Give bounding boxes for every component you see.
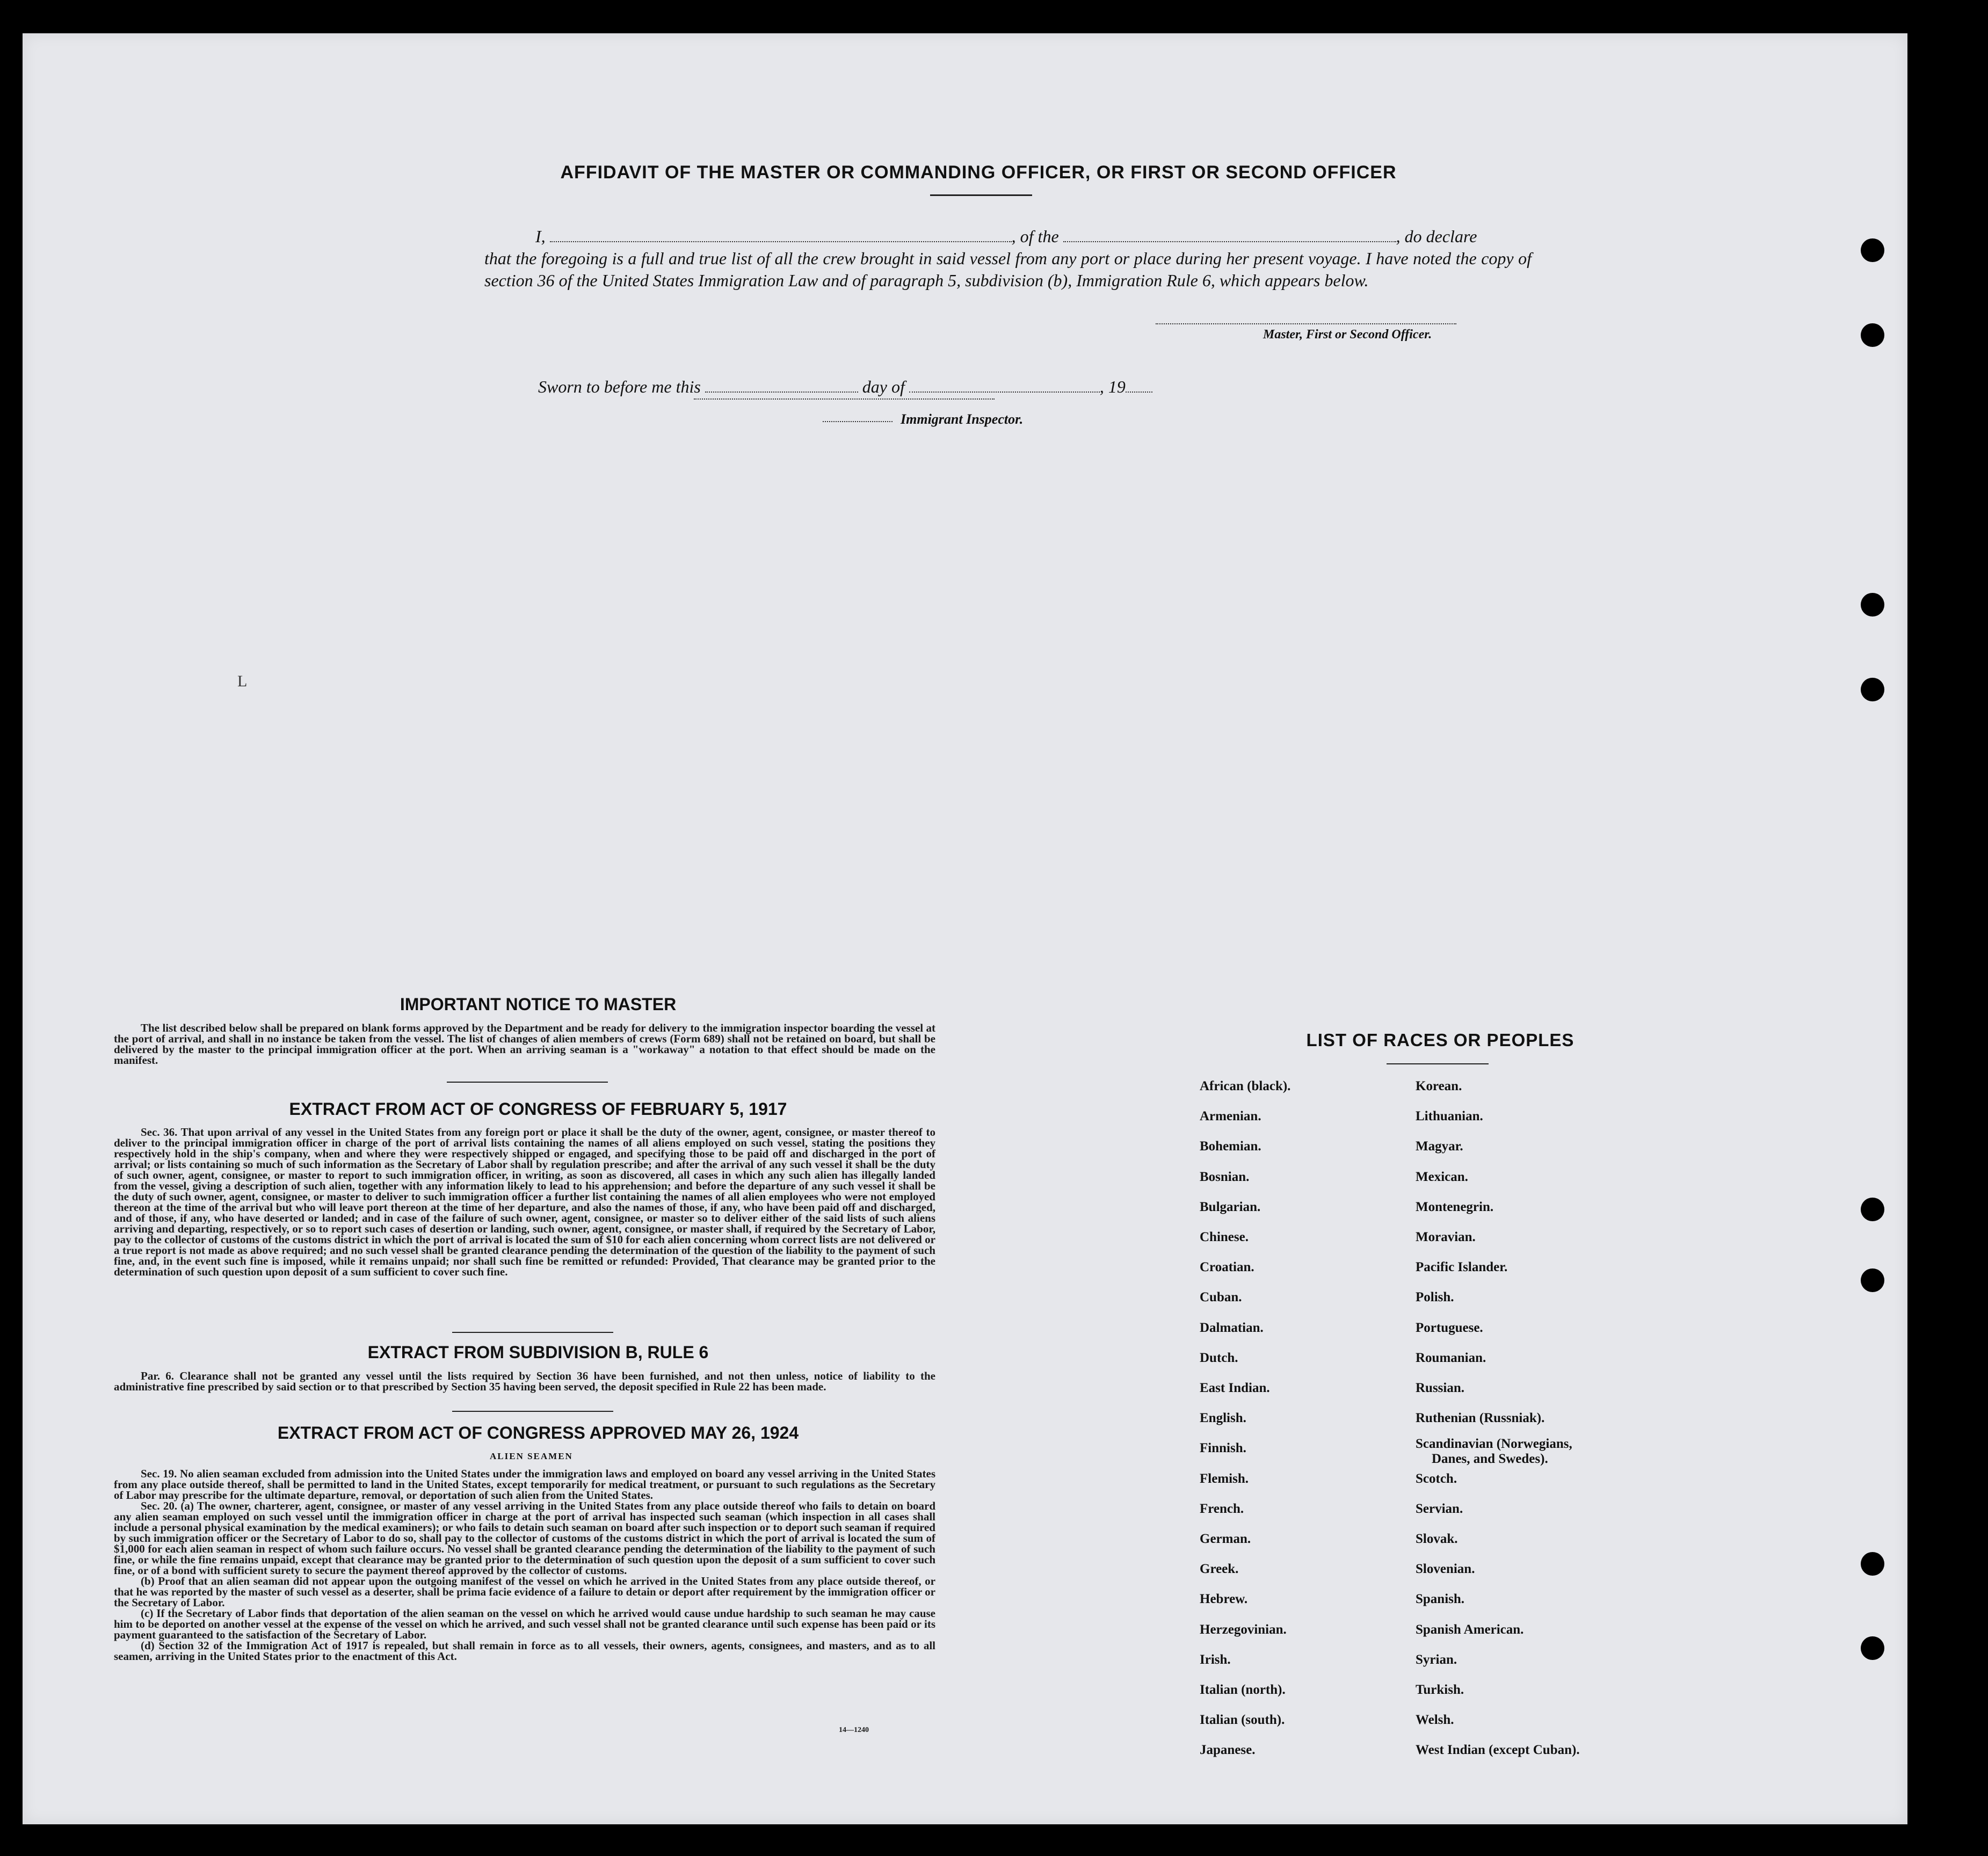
extract-1924-text: [114, 1468, 935, 1662]
punch-hole: [1861, 593, 1884, 617]
sworn-day-of: day of: [862, 377, 905, 396]
extract-rule6-heading: EXTRACT FROM SUBDIVISION B, RULE 6: [367, 1343, 709, 1362]
race-item: Spanish.: [1416, 1592, 1465, 1607]
race-item: Dalmatian.: [1200, 1320, 1264, 1335]
race-item: Syrian.: [1416, 1652, 1457, 1667]
sworn-line: [538, 377, 1152, 397]
inspector-signature-line[interactable]: [694, 398, 995, 400]
extract-rule6-text: [114, 1371, 935, 1392]
punch-hole: [1861, 1198, 1884, 1221]
form-number: 14—1240: [839, 1726, 869, 1734]
notice-heading: IMPORTANT NOTICE TO MASTER: [400, 995, 677, 1014]
race-item: Chinese.: [1200, 1230, 1249, 1244]
race-item: Magyar.: [1416, 1139, 1463, 1154]
race-item: French.: [1200, 1501, 1244, 1516]
sec-20d-paragraph: (d) Section 32 of the Immigration Act of 1917 is repealed, but shall remain in force as to all vessels, their owners, agents, consignees, and masters, and as to all seamen, arriving in the United States prior to the enactment of this Act.: [114, 1639, 935, 1663]
notice-paragraph: The list described below shall be prepared on blank forms approved by the Department and be ready for delivery to the immigration inspector boarding the vessel at the port of arrival, and shall in no instance be taken from the vessel. The list of changes of alien members of crews (Form 689) shall not be retained on board, but shall be delivered by the master to the principal immigration officer at the port. When an arriving seaman is a "workaway" a notation to that effect should be made on the manifest.: [114, 1021, 935, 1067]
section-divider: [447, 1082, 608, 1083]
race-item: Lithuanian.: [1416, 1109, 1483, 1124]
race-item: Pacific Islander.: [1416, 1260, 1508, 1275]
race-item: Bulgarian.: [1200, 1199, 1261, 1214]
sworn-day-blank[interactable]: [705, 390, 858, 393]
race-item: English.: [1200, 1411, 1246, 1426]
race-item: German.: [1200, 1532, 1251, 1546]
extract-1917-text: [114, 1127, 935, 1277]
race-item: West Indian (except Cuban).: [1416, 1743, 1580, 1758]
race-item: Roumanian.: [1416, 1350, 1486, 1365]
punch-hole: [1861, 238, 1884, 262]
alien-seamen-subheading: ALIEN SEAMEN: [490, 1451, 573, 1461]
race-item: Servian.: [1416, 1501, 1463, 1516]
declare-label: , do declare: [1396, 227, 1477, 246]
master-signature-line[interactable]: [1156, 323, 1456, 324]
race-item: Polish.: [1416, 1290, 1454, 1305]
declaration-line: [484, 226, 1532, 248]
punch-hole: [1861, 1268, 1884, 1292]
inspector-signature-dots: [823, 421, 893, 422]
race-item: Finnish.: [1200, 1441, 1246, 1456]
race-item: East Indian.: [1200, 1381, 1270, 1395]
sec-20b-paragraph: (b) Proof that an alien seaman did not appear upon the outgoing manifest of the vessel on which he arrived in the United States from any place outside thereof, or that he was reported by the master of such vessel as a deserter, shall be prima facie evidence of a failure to detain or deport after requirement by the immigration officer or the Secretary of Labor.: [114, 1575, 935, 1609]
race-item: Bosnian.: [1200, 1169, 1250, 1184]
declarant-name-blank[interactable]: [550, 240, 1012, 242]
section-divider: [452, 1332, 613, 1333]
race-item: Moravian.: [1416, 1230, 1476, 1244]
declarant-label: I,: [535, 227, 546, 246]
race-item: Korean.: [1416, 1079, 1462, 1093]
race-item: Ruthenian (Russniak).: [1416, 1411, 1545, 1426]
races-underline: [1387, 1063, 1489, 1064]
race-item: Flemish.: [1200, 1471, 1249, 1486]
sec-19-paragraph: Sec. 19. No alien seaman excluded from admission into the United States under the immigration laws and employed on board any vessel arriving in the United States from any place outside thereof, shall be permitted to land in the United States, except temporarily for medical treatment, or pursuant to such regulations as the Secretary of Labor may prescribe for the ultimate departure, removal, or deportation of such alien from the United States.: [114, 1467, 935, 1502]
sworn-year-blank[interactable]: [1126, 390, 1152, 393]
sworn-year-label: , 19: [1099, 377, 1126, 396]
races-title: LIST OF RACES OR PEOPLES: [1306, 1030, 1575, 1050]
punch-hole: [1861, 1636, 1884, 1660]
race-item: Italian (south).: [1200, 1713, 1285, 1728]
race-item: Spanish American.: [1416, 1622, 1524, 1637]
race-item: Slovak.: [1416, 1532, 1458, 1546]
race-item: Scandinavian (Norwegians,: [1416, 1437, 1572, 1452]
document-page: [23, 33, 1907, 1824]
sworn-prefix: Sworn to before me this: [538, 377, 701, 396]
race-item: Irish.: [1200, 1652, 1231, 1667]
extract-1917-paragraph: Sec. 36. That upon arrival of any vessel in the United States from any foreign port or place it shall be the duty of the owner, agent, consignee, or master thereof to deliver to the principal immigration officer in charge of the port of arrival lists containing the names of all aliens employed on such vessel, stating the positions they respectively hold in the ship's company, when and where they were respectively shipped or engaged, and specifying those to be paid off and discharged in the port of arrival; or lists containing so much of such information as the Secretary of Labor shall by regulation prescribe; and after the arrival of any such vessel it shall be the duty of such owner, agent, consignee, or master to report to such immigration officer, in writing, as soon as discovered, all cases in which any such alien has illegally landed from the vessel, giving a description of such alien, together with any information likely to lead to his apprehension; and before the departure of any such vessel it shall be the duty of such owner, agent, consignee, or master to deliver to such immigration officer a further list containing the names of all alien employees who were not employed thereon at the time of the arrival but who will leave port thereon at the time of her departure, and also the names of those, if any, who have been paid off and discharged, and of those, if any, who have deserted or landed; and in case of the failure of such owner, agent, consignee, or master so to deliver either of the said lists of such aliens arriving and departing, respectively, or so to report such cases of desertion or landing, such owner, agent, consignee, or master shall, if required by the Secretary of Labor, pay to the collector of customs of the customs district in which the port of arrival is located the sum of $10 for each alien concerning whom correct lists are not delivered or a true report is not made as above required; and no such vessel shall be granted clearance pending the determination of the question of the liability to the payment of such fine, and, in the event such fine is imposed, while it remains unpaid; nor shall such fine be remitted or refunded: Provided, That clearance may be granted prior to the determination of such question upon deposit of a sum sufficient to cover such fine.: [114, 1126, 935, 1278]
race-item: Welsh.: [1416, 1713, 1454, 1728]
extract-1917-heading: EXTRACT FROM ACT OF CONGRESS OF FEBRUARY 5, 1917: [289, 1099, 787, 1119]
inspector-caption: Immigrant Inspector.: [901, 411, 1024, 427]
race-item: Portuguese.: [1416, 1320, 1483, 1335]
race-item: Italian (north).: [1200, 1683, 1286, 1697]
punch-hole: [1861, 678, 1884, 701]
race-item: Turkish.: [1416, 1683, 1464, 1697]
affidavit-title: AFFIDAVIT OF THE MASTER OR COMMANDING OFFICER, OR FIRST OR SECOND OFFICER: [560, 162, 1397, 183]
of-the-label: , of the: [1011, 227, 1059, 246]
race-item: Russian.: [1416, 1381, 1465, 1395]
sec-20a-paragraph: Sec. 20. (a) The owner, charterer, agent, consignee, or master of any vessel arriving in the United States from any place outside thereof who fails to detain on board any alien seaman employed on such vessel until the immigration officer in charge at the port of arrival has inspected such seaman (which inspection in all cases shall include a personal physical examination by the medical examiners); or who fails to detain such seaman on board after such inspection or to deport such seaman if required by such immigration officer or the Secretary of Labor to do so, shall pay to the collector of customs of the customs district in which the port of arrival is located the sum of $1,000 for each alien seaman in respect of whom such failure occurs. No vessel shall be granted clearance pending the determination of the liability to the payment of such fine, or while the fine remains unpaid, except that clearance may be granted prior to the determination of such question upon the deposit of a sum sufficient to cover such fine, or of a bond with sufficient surety to secure the payment thereof approved by the collector of customs.: [114, 1499, 935, 1577]
sec-20c-paragraph: (c) If the Secretary of Labor finds that deportation of the alien seaman on the vessel on which he arrived would cause undue hardship to such seaman he may cause him to be deported on another vessel at the expense of the vessel on which he arrived, and such vessel shall not be granted clearance until such expense has been paid or its payment guaranteed to the satisfaction of the Secretary of Labor.: [114, 1607, 935, 1641]
race-item: Greek.: [1200, 1562, 1239, 1577]
race-item: African (black).: [1200, 1079, 1291, 1093]
stray-mark: L: [237, 672, 248, 690]
race-item: Dutch.: [1200, 1350, 1238, 1365]
extract-rule6-paragraph: Par. 6. Clearance shall not be granted any vessel until the lists required by Section 36 have been furnished, and not then unless, notice of liability to the administrative fine prescribed by said section or to that prescribed by Section 35 having been served, the deposit specified in Rule 22 has been made.: [114, 1369, 935, 1393]
punch-hole: [1861, 323, 1884, 347]
affidavit-body: [484, 226, 1532, 292]
race-item: Cuban.: [1200, 1290, 1242, 1305]
race-item-continuation: Danes, and Swedes).: [1432, 1452, 1548, 1467]
race-item: Herzegovinian.: [1200, 1622, 1287, 1637]
title-underline: [930, 194, 1032, 196]
notice-text: [114, 1023, 935, 1065]
punch-hole: [1861, 1552, 1884, 1576]
race-item: Mexican.: [1416, 1169, 1468, 1184]
race-item: Hebrew.: [1200, 1592, 1248, 1607]
race-item: Scotch.: [1416, 1471, 1457, 1486]
section-divider: [452, 1411, 613, 1412]
extract-1924-heading: EXTRACT FROM ACT OF CONGRESS APPROVED MAY 26, 1924: [277, 1423, 799, 1442]
race-item: Croatian.: [1200, 1260, 1254, 1275]
affidavit-statement: that the foregoing is a full and true list of all the crew brought in said vessel from any port or place during her present voyage. I have noted the copy of section 36 of the United States Immigration Law and of paragraph 5, subdivision (b), Immigration Rule 6, which appears below.: [484, 249, 1532, 290]
vessel-name-blank[interactable]: [1063, 240, 1396, 242]
race-item: Bohemian.: [1200, 1139, 1261, 1154]
race-item: Japanese.: [1200, 1743, 1256, 1758]
race-item: Armenian.: [1200, 1109, 1261, 1124]
master-signature-caption: Master, First or Second Officer.: [1263, 328, 1432, 342]
race-item: Slovenian.: [1416, 1562, 1475, 1577]
race-item: Montenegrin.: [1416, 1199, 1494, 1214]
sworn-month-blank[interactable]: [909, 390, 1100, 393]
